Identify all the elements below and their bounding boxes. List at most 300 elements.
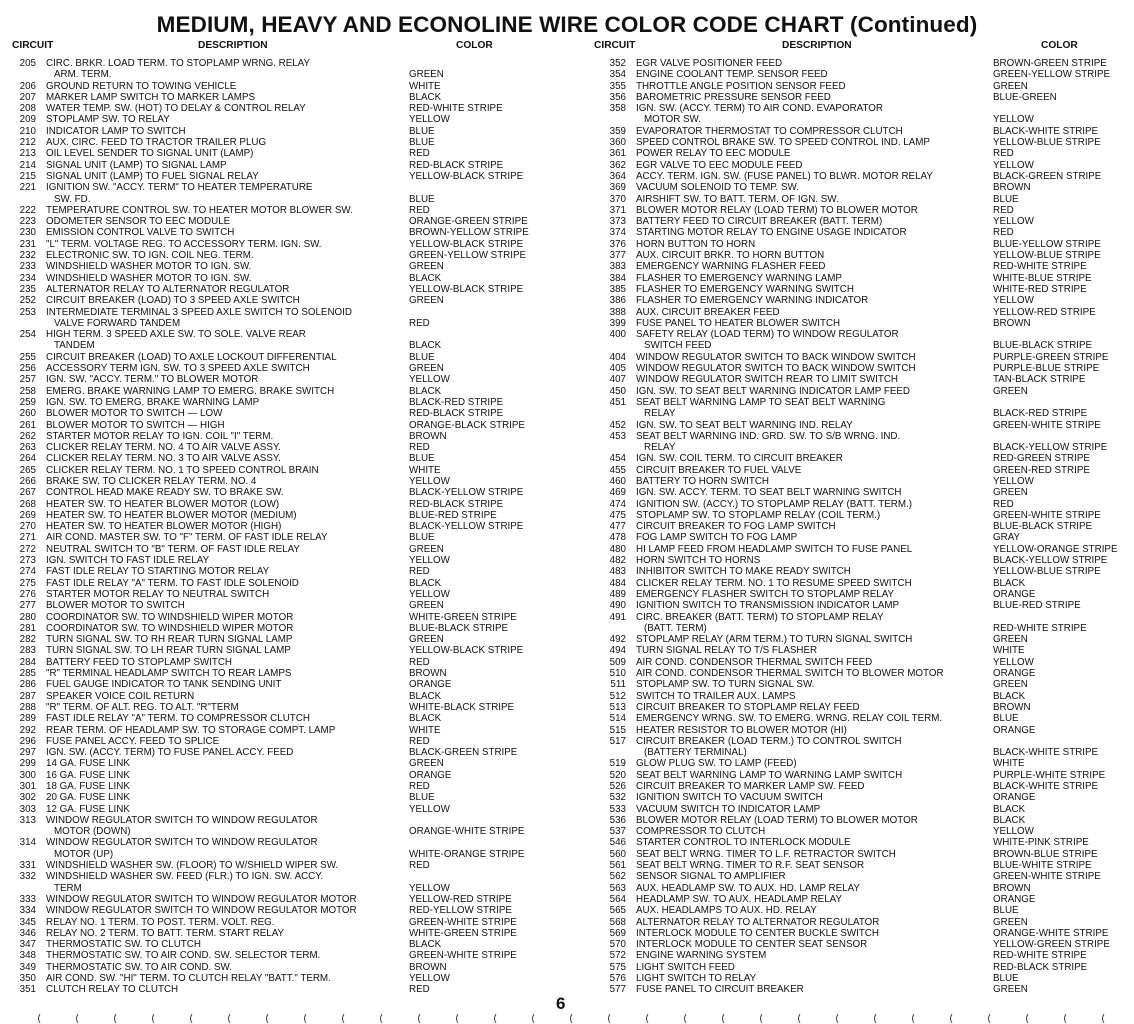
wire-color: YELLOW-BLUE STRIPE — [993, 250, 1101, 262]
wire-color: WHITE-BLUE STRIPE — [993, 272, 1092, 284]
description-line: CIRCUIT BREAKER (LOAD TERM.) TO CONTROL SWITCH — [636, 735, 902, 747]
description-line: CLICKER RELAY TERM. NO. 3 TO AIR VALVE ASSY. — [46, 453, 281, 465]
circuit-number: 334 — [19, 905, 36, 917]
description-line: IGN. SW. "ACCY. TERM." TO BLOWER MOTOR — [46, 374, 259, 386]
wire-color: BLACK — [993, 803, 1026, 815]
description-line: ACCESSORY TERM IGN. SW. TO 3 SPEED AXLE SWITCH — [46, 363, 310, 375]
circuit-description — [46, 453, 281, 464]
circuit-row — [0, 408, 560, 419]
circuit-number: 483 — [609, 566, 626, 578]
circuit-number: 356 — [609, 91, 626, 103]
wire-color: PURPLE-GREEN STRIPE — [993, 351, 1109, 363]
circuit-number: 253 — [19, 306, 36, 318]
circuit-number: 281 — [19, 622, 36, 634]
circuit-number: 300 — [19, 769, 36, 781]
description-line: ALTERNATOR RELAY TO ALTERNATOR REGULATOR — [46, 283, 290, 295]
description-line: STOPLAMP SW. TO RELAY — [46, 114, 170, 126]
circuit-description — [46, 487, 284, 498]
circuit-number: 512 — [609, 690, 626, 702]
wire-color: BLUE-RED STRIPE — [409, 509, 497, 521]
circuit-row — [590, 804, 1134, 815]
description-line: LIGHT SWITCH TO RELAY — [636, 973, 757, 985]
circuit-description — [636, 973, 756, 984]
description-line: FUSE PANEL TO CIRCUIT BREAKER — [636, 984, 804, 996]
circuit-row — [0, 465, 560, 476]
wire-color: WHITE-BLACK STRIPE — [409, 701, 515, 713]
circuit-description — [636, 905, 817, 916]
circuit-description — [636, 92, 831, 103]
circuit-row — [0, 691, 560, 702]
wire-color: GREEN — [993, 679, 1028, 691]
circuit-row — [590, 374, 1134, 385]
circuit-description — [46, 928, 284, 939]
circuit-description — [636, 284, 854, 295]
circuit-number: 214 — [19, 159, 36, 171]
description-line: STOPLAMP SW. TO STOPLAMP RELAY (COIL TERM.) — [636, 509, 881, 521]
circuit-description — [46, 939, 201, 950]
binding-tick — [723, 1014, 725, 1023]
wire-color: BLUE — [993, 713, 1019, 725]
circuit-number: 482 — [609, 555, 626, 567]
circuit-row — [590, 736, 1134, 759]
description-line: MARKER LAMP SWITCH TO MARKER LAMPS — [46, 91, 256, 103]
circuit-number: 386 — [609, 295, 626, 307]
wire-color: RED-BLACK STRIPE — [409, 408, 504, 420]
circuit-number: 519 — [609, 758, 626, 770]
circuit-row — [0, 657, 560, 668]
wire-color: BROWN — [409, 430, 447, 442]
description-line: AIR COND. CONDENSOR THERMAL SWITCH TO BLOWER MOTOR — [636, 668, 944, 680]
right-circuit-table — [590, 58, 1134, 996]
wire-color: RED — [409, 781, 430, 792]
binding-tick — [419, 1014, 421, 1023]
circuit-number: 231 — [19, 238, 36, 250]
wire-color: BLUE-WHITE STRIPE — [993, 860, 1092, 872]
circuit-number: 255 — [19, 351, 36, 363]
description-line: WINDSHIELD WASHER SW. FEED (FLR.) TO IGN. SW. ACCY. — [46, 871, 324, 883]
wire-color: GRAY — [993, 532, 1021, 544]
circuit-row — [590, 137, 1134, 148]
description-line: IGN. SW. (ACCY. TERM) TO FUSE PANEL ACCY. FEED — [46, 747, 294, 759]
circuit-description — [46, 374, 258, 385]
description-line: HI LAMP FEED FROM HEADLAMP SWITCH TO FUSE PANEL — [636, 543, 913, 555]
wire-color: WHITE-RED STRIPE — [993, 283, 1087, 295]
wire-color: BROWN-YELLOW STRIPE — [409, 227, 529, 239]
wire-color: BLACK — [409, 340, 442, 352]
circuit-row — [0, 227, 560, 238]
description-line: SEAT BELT WARNING IND. GRD. SW. TO S/B WRNG. IND. — [636, 430, 901, 442]
wire-color: GREEN-WHITE STRIPE — [993, 871, 1101, 883]
description-line: IGNITION SW. (ACCY.) TO STOPLAMP RELAY (BATT. TERM.) — [636, 498, 912, 510]
wire-color: GREEN — [993, 916, 1028, 928]
wire-color: GREEN-WHITE STRIPE — [993, 509, 1101, 521]
wire-color: BLACK-RED STRIPE — [993, 408, 1088, 420]
circuit-row — [0, 363, 560, 374]
circuit-row — [0, 668, 560, 679]
circuit-row — [0, 239, 560, 250]
circuit-number: 270 — [19, 521, 36, 533]
circuit-description — [636, 826, 765, 837]
description-line: EMISSION CONTROL VALVE TO SWITCH — [46, 227, 235, 239]
circuit-number: 364 — [609, 170, 626, 182]
circuit-description — [46, 973, 331, 984]
circuit-number: 302 — [19, 792, 36, 804]
circuit-number: 452 — [609, 419, 626, 431]
wire-color: BLUE — [993, 193, 1019, 205]
circuit-row — [590, 103, 1134, 126]
circuit-description — [46, 442, 281, 453]
description-line: (BATT. TERM) — [644, 622, 707, 634]
description-line: TURN SIGNAL SW. TO LH REAR TURN SIGNAL LAMP — [46, 645, 291, 657]
binding-tick — [533, 1014, 535, 1023]
description-line: BATTERY FEED TO STOPLAMP SWITCH — [46, 656, 233, 668]
wire-color: GREEN — [993, 487, 1028, 499]
circuit-description — [636, 160, 802, 171]
circuit-description — [636, 453, 843, 464]
circuit-row — [590, 499, 1134, 510]
circuit-row — [0, 103, 560, 114]
circuit-row — [0, 510, 560, 521]
wire-color: RED — [409, 735, 430, 747]
circuit-number: 348 — [19, 950, 36, 962]
circuit-number: 284 — [19, 656, 36, 668]
circuit-description — [636, 894, 842, 905]
description-line: IGN. SW. TO EMERG. BRAKE WARNING LAMP — [46, 396, 260, 408]
description-line: THERMOSTATIC SW. TO AIR COND. SW. — [46, 961, 232, 973]
circuit-row — [590, 691, 1134, 702]
circuit-number: 313 — [19, 814, 36, 826]
circuit-description — [46, 92, 255, 103]
description-line: TANDEM — [54, 340, 95, 352]
circuit-row — [590, 950, 1134, 961]
left-circuit-table — [0, 58, 560, 996]
wire-color: YELLOW — [993, 826, 1034, 838]
wire-color: GREEN — [409, 634, 444, 646]
circuit-number: 399 — [609, 317, 626, 329]
circuit-description — [636, 499, 912, 510]
description-line: INTERLOCK MODULE TO CENTER SEAT SENSOR — [636, 939, 868, 951]
description-line: HEADLAMP SW. TO AUX. HEADLAMP RELAY — [636, 893, 842, 905]
left-color-header: COLOR — [456, 40, 493, 51]
description-line: IGN. SW. ACCY. TERM. TO SEAT BELT WARNING SWITCH — [636, 487, 902, 499]
circuit-number: 230 — [19, 227, 36, 239]
circuit-row — [590, 905, 1134, 916]
wire-color: YELLOW — [993, 656, 1034, 668]
circuit-row — [590, 227, 1134, 238]
binding-tick — [115, 1014, 117, 1023]
circuit-row — [0, 216, 560, 227]
circuit-row — [590, 645, 1134, 656]
circuit-row — [590, 837, 1134, 848]
circuit-description — [46, 307, 352, 330]
circuit-row — [0, 928, 560, 939]
circuit-description — [636, 804, 820, 815]
circuit-row — [590, 566, 1134, 577]
description-line: WATER TEMP. SW. (HOT) TO DELAY & CONTROL RELAY — [46, 103, 306, 115]
description-line: HORN SWITCH TO HORNS — [636, 555, 761, 567]
wire-color: RED-BLACK STRIPE — [409, 159, 504, 171]
circuit-description — [46, 657, 232, 668]
wire-color: BLACK-YELLOW STRIPE — [409, 521, 524, 533]
circuit-number: 565 — [609, 905, 626, 917]
wire-color: YELLOW-ORANGE STRIPE — [993, 543, 1118, 555]
circuit-description — [46, 465, 319, 476]
right-description-header: DESCRIPTION — [782, 40, 852, 51]
binding-tick — [913, 1014, 915, 1023]
wire-color: YELLOW — [409, 588, 450, 600]
wire-color: WHITE-PINK STRIPE — [993, 837, 1089, 849]
description-line: WINDOW REGULATOR SWITCH REAR TO LIMIT SWITCH — [636, 374, 898, 386]
circuit-row — [0, 962, 560, 973]
circuit-row — [0, 442, 560, 453]
wire-color: BLACK — [993, 690, 1026, 702]
circuit-description — [636, 815, 918, 826]
circuit-description — [636, 871, 786, 882]
circuit-number: 207 — [19, 91, 36, 103]
wire-color: BLACK — [993, 814, 1026, 826]
wire-color: GREEN-WHITE STRIPE — [409, 916, 517, 928]
description-line: IGN. SW. TO SEAT BELT WARNING IND. RELAY — [636, 419, 853, 431]
circuit-number: 332 — [19, 871, 36, 883]
circuit-description — [636, 600, 899, 611]
wire-color: BLUE-YELLOW STRIPE — [993, 238, 1101, 250]
circuit-number: 223 — [19, 216, 36, 228]
circuit-number: 314 — [19, 837, 36, 849]
circuit-row — [0, 329, 560, 352]
circuit-number: 234 — [19, 272, 36, 284]
circuit-number: 526 — [609, 781, 626, 792]
circuit-description — [46, 81, 236, 92]
circuit-number: 510 — [609, 668, 626, 680]
circuit-number: 572 — [609, 950, 626, 962]
wire-color: GREEN-YELLOW STRIPE — [409, 250, 527, 262]
circuit-number: 533 — [609, 803, 626, 815]
circuit-description — [636, 487, 901, 498]
circuit-row — [0, 747, 560, 758]
circuit-row — [0, 973, 560, 984]
circuit-number: 257 — [19, 374, 36, 386]
description-line: SEAT BELT WARNING LAMP TO WARNING LAMP SWITCH — [636, 769, 903, 781]
description-line: FLASHER TO EMERGENCY WARNING LAMP — [636, 272, 842, 284]
circuit-number: 206 — [19, 80, 36, 92]
circuit-row — [0, 453, 560, 464]
circuit-description — [636, 250, 824, 261]
circuit-row — [590, 318, 1134, 329]
binding-tick — [381, 1014, 383, 1023]
circuit-description — [46, 227, 234, 238]
circuit-number: 469 — [609, 487, 626, 499]
description-line: NEUTRAL SWITCH TO "B" TERM. OF FAST IDLE RELAY — [46, 543, 300, 555]
circuit-description — [636, 736, 902, 759]
circuit-row — [590, 928, 1134, 939]
circuit-description — [46, 171, 259, 182]
description-line: ARM. TERM. — [54, 69, 112, 81]
circuit-description — [46, 521, 281, 532]
wire-color: YELLOW-BLACK STRIPE — [409, 283, 524, 295]
circuit-description — [46, 578, 299, 589]
wire-color: BLUE — [409, 125, 435, 137]
circuit-description — [46, 758, 130, 769]
wire-color: RED — [993, 148, 1014, 160]
circuit-number: 273 — [19, 555, 36, 567]
circuit-number: 570 — [609, 939, 626, 951]
circuit-number: 560 — [609, 848, 626, 860]
circuit-row — [590, 544, 1134, 555]
circuit-description — [46, 58, 310, 81]
circuit-row — [0, 736, 560, 747]
wire-color: BROWN — [409, 668, 447, 680]
description-line: EMERGENCY WARNING FLASHER FEED — [636, 261, 826, 273]
circuit-number: 233 — [19, 261, 36, 273]
wire-color: YELLOW — [409, 374, 450, 386]
wire-color: YELLOW-BLACK STRIPE — [409, 645, 524, 657]
description-line: WINDOW REGULATOR SWITCH TO WINDOW REGULATOR — [46, 814, 318, 826]
description-line: LIGHT SWITCH FEED — [636, 961, 735, 973]
circuit-number: 331 — [19, 860, 36, 872]
circuit-number: 492 — [609, 634, 626, 646]
circuit-description — [46, 905, 357, 916]
wire-color: ORANGE — [993, 724, 1036, 736]
circuit-description — [46, 431, 273, 442]
description-line: TURN SIGNAL SW. TO RH REAR TURN SIGNAL LAMP — [46, 634, 293, 646]
wire-color: RED-WHITE STRIPE — [993, 950, 1087, 962]
description-line: CIRCUIT BREAKER (LOAD) TO AXLE LOCKOUT DIFFERENTIAL — [46, 351, 337, 363]
description-line: SPEAKER VOICE COIL RETURN — [46, 690, 195, 702]
circuit-description — [636, 374, 898, 385]
circuit-number: 289 — [19, 713, 36, 725]
description-line: AUX. CIRC. FEED TO TRACTOR TRAILER PLUG — [46, 137, 267, 149]
description-line: CLICKER RELAY TERM. NO. 1 TO RESUME SPEED SWITCH — [636, 577, 912, 589]
wire-color: RED-BLACK STRIPE — [409, 498, 504, 510]
circuit-number: 286 — [19, 679, 36, 691]
circuit-row — [590, 205, 1134, 216]
description-line: FUSE PANEL TO HEATER BLOWER SWITCH — [636, 317, 841, 329]
circuit-number: 491 — [609, 611, 626, 623]
circuit-description — [636, 612, 884, 635]
circuit-number: 480 — [609, 543, 626, 555]
description-line: ALTERNATOR RELAY TO ALTERNATOR REGULATOR — [636, 916, 880, 928]
circuit-number: 362 — [609, 159, 626, 171]
binding-tick — [267, 1014, 269, 1023]
circuit-description — [46, 160, 227, 171]
circuit-description — [636, 465, 801, 476]
circuit-description — [46, 239, 322, 250]
circuit-number: 563 — [609, 882, 626, 894]
wire-color: YELLOW — [409, 973, 450, 985]
circuit-number: 232 — [19, 250, 36, 262]
wire-color: BLUE — [409, 532, 435, 544]
description-line: IGN. SW. COIL TERM. TO CIRCUIT BREAKER — [636, 453, 843, 465]
description-line: FAST IDLE RELAY TO STARTING MOTOR RELAY — [46, 566, 270, 578]
circuit-description — [46, 962, 232, 973]
circuit-description — [46, 747, 293, 758]
circuit-description — [636, 917, 879, 928]
wire-color: YELLOW-BLUE STRIPE — [993, 137, 1101, 149]
description-line: WINDSHIELD WASHER SW. (FLOOR) TO W/SHIELD WIPER SW. — [46, 860, 339, 872]
circuit-description — [636, 544, 912, 555]
circuit-row — [590, 239, 1134, 250]
description-line: VALVE FORWARD TANDEM — [54, 317, 181, 329]
description-line: 18 GA. FUSE LINK — [46, 781, 130, 792]
wire-color: BLACK-WHITE STRIPE — [993, 125, 1099, 137]
left-description-header: DESCRIPTION — [198, 40, 268, 51]
circuit-row — [0, 939, 560, 950]
circuit-description — [46, 329, 306, 352]
circuit-description — [636, 386, 910, 397]
circuit-row — [590, 883, 1134, 894]
wire-color: RED — [409, 984, 430, 996]
circuit-description — [636, 770, 902, 781]
wire-color: YELLOW-RED STRIPE — [993, 306, 1096, 318]
binding-tick — [39, 1014, 41, 1023]
description-line: IGNITION SWITCH TO TRANSMISSION INDICATOR LAMP — [636, 600, 900, 612]
circuit-description — [636, 634, 912, 645]
description-line: CONTROL HEAD MAKE READY SW. TO BRAKE SW. — [46, 487, 284, 499]
binding-tick — [191, 1014, 193, 1023]
wire-color: WHITE — [993, 758, 1025, 770]
circuit-number: 577 — [609, 984, 626, 996]
wire-color: TAN-BLACK STRIPE — [993, 374, 1086, 386]
binding-tick — [647, 1014, 649, 1023]
wire-color: RED-WHITE STRIPE — [993, 261, 1087, 273]
circuit-row — [590, 815, 1134, 826]
wire-color: BLACK — [409, 91, 442, 103]
circuit-number: 263 — [19, 442, 36, 454]
description-line: AIR COND. CONDENSOR THERMAL SWITCH FEED — [636, 656, 873, 668]
wire-color: BLACK — [409, 939, 442, 951]
circuit-row — [0, 781, 560, 792]
circuit-description — [636, 566, 851, 577]
circuit-description — [636, 781, 864, 792]
description-line: AUX. HEADLAMPS TO AUX. HD. RELAY — [636, 905, 817, 917]
description-line: SIGNAL UNIT (LAMP) TO SIGNAL LAMP — [46, 159, 227, 171]
description-line: FAST IDLE RELAY "A" TERM. TO FAST IDLE SOLENOID — [46, 577, 299, 589]
description-line: BLOWER MOTOR TO SWITCH — [46, 600, 185, 612]
description-line: POWER RELAY TO EEC MODULE — [636, 148, 791, 160]
circuit-number: 274 — [19, 566, 36, 578]
circuit-number: 514 — [609, 713, 626, 725]
circuit-row — [590, 984, 1134, 995]
circuit-row — [590, 532, 1134, 543]
description-line: VACUUM SOLENOID TO TEMP. SW. — [636, 182, 799, 194]
description-line: FLASHER TO EMERGENCY WARNING INDICATOR — [636, 295, 869, 307]
wire-color: BROWN-BLUE STRIPE — [993, 848, 1098, 860]
circuit-row — [0, 871, 560, 894]
wire-color: BROWN — [993, 701, 1031, 713]
description-line: ENGINE COOLANT TEMP. SENSOR FEED — [636, 69, 828, 81]
circuit-number: 287 — [19, 690, 36, 702]
circuit-row — [590, 386, 1134, 397]
wire-color: YELLOW-GREEN STRIPE — [993, 939, 1110, 951]
circuit-row — [590, 216, 1134, 227]
circuit-row — [590, 770, 1134, 781]
circuit-description — [636, 589, 894, 600]
circuit-description — [636, 363, 916, 374]
circuit-number: 260 — [19, 408, 36, 420]
circuit-number: 205 — [19, 58, 36, 69]
description-line: HEATER SW. TO HEATER BLOWER MOTOR (HIGH) — [46, 521, 282, 533]
circuit-number: 383 — [609, 261, 626, 273]
circuit-description — [46, 804, 130, 815]
description-line: AIR COND. MASTER SW. TO "F" TERM. OF FAST IDLE RELAY — [46, 532, 328, 544]
circuit-row — [590, 555, 1134, 566]
wire-color: BLACK — [409, 272, 442, 284]
description-line: 20 GA. FUSE LINK — [46, 792, 130, 804]
circuit-number: 288 — [19, 701, 36, 713]
circuit-number: 513 — [609, 701, 626, 713]
circuit-number: 404 — [609, 351, 626, 363]
page-title — [0, 12, 1134, 38]
